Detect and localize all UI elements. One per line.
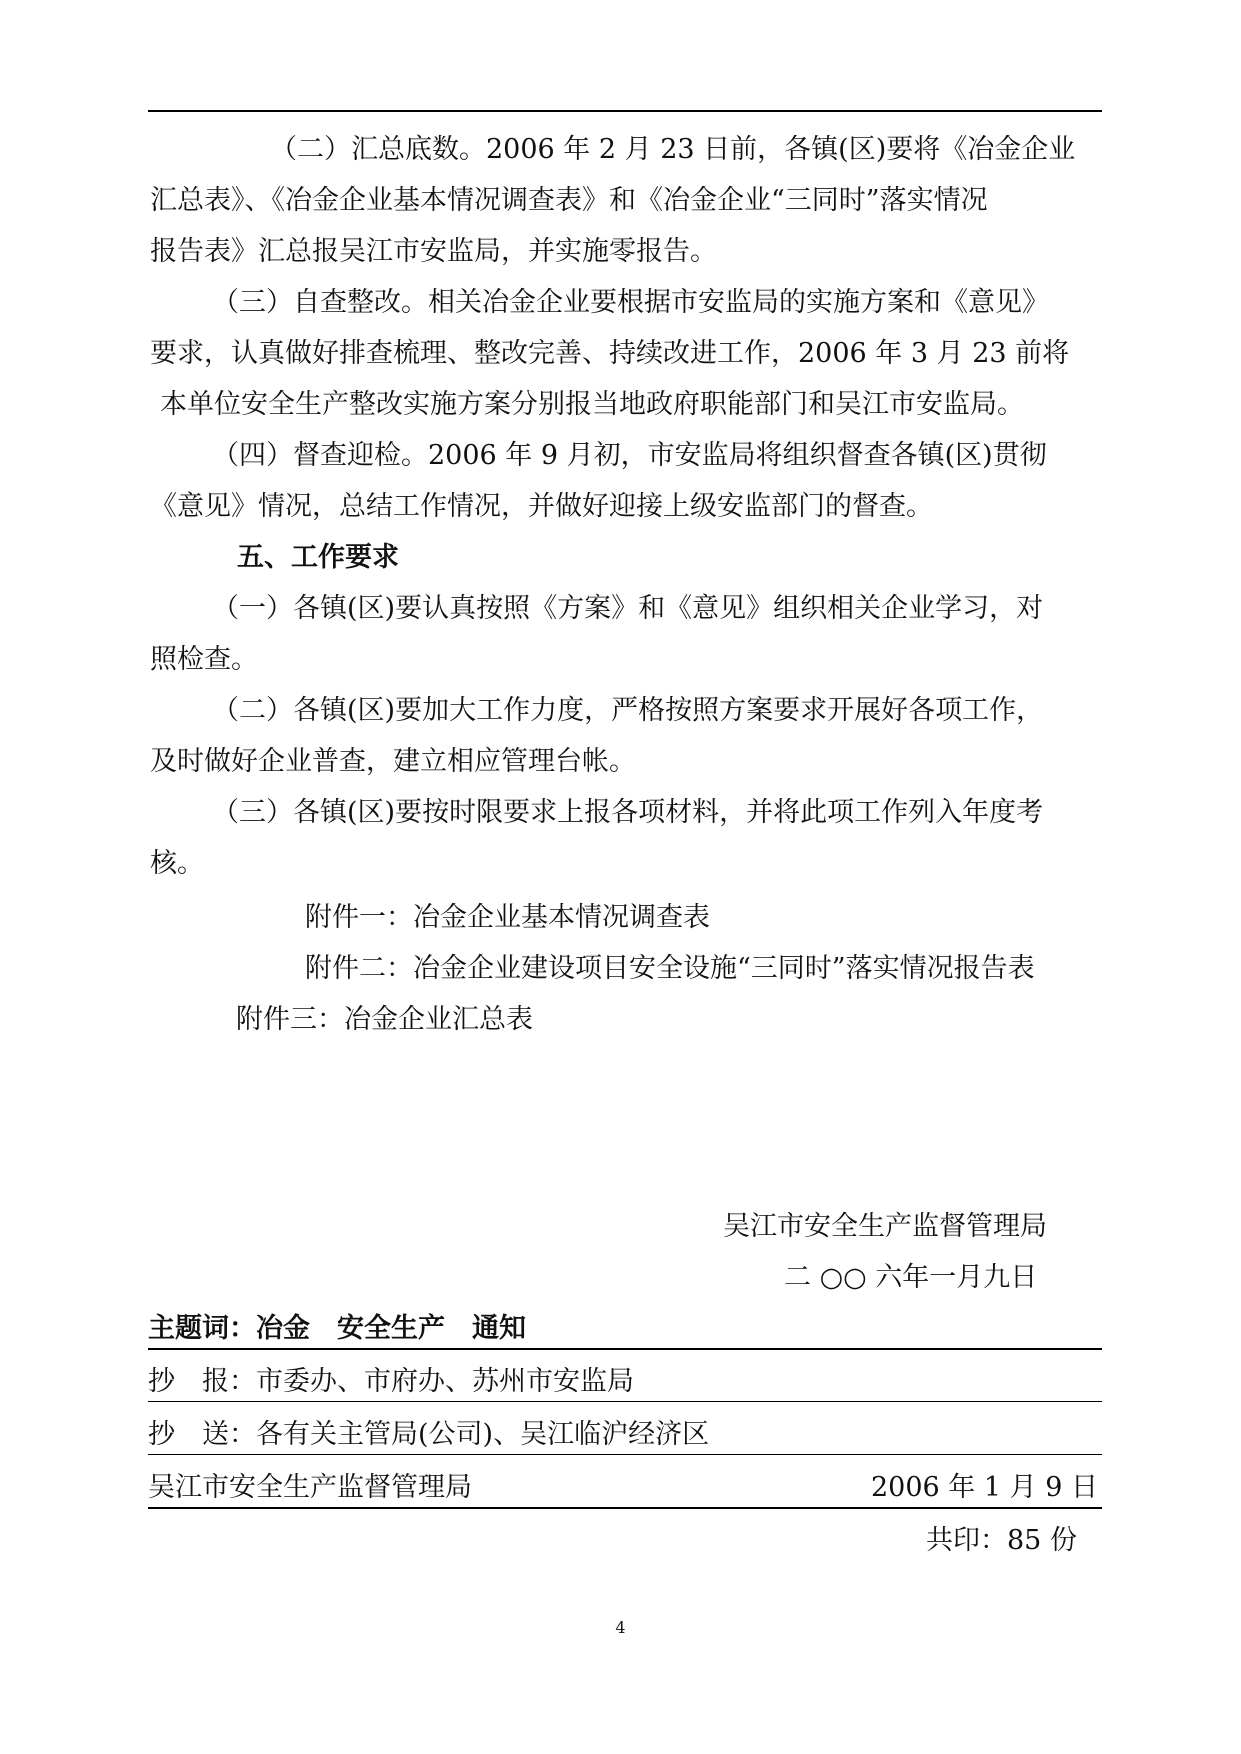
body-line: 报告表》汇总报吴江市安监局，并实施零报告。 bbox=[150, 236, 717, 267]
footer-rule bbox=[148, 1507, 1102, 1509]
body-line: （一）各镇(区)要认真按照《方案》和《意见》组织相关企业学习，对 bbox=[212, 593, 1044, 624]
footer-rule bbox=[148, 1454, 1102, 1455]
body-line: （三）自查整改。相关冶金企业要根据市安监局的实施方案和《意见》 bbox=[212, 287, 1049, 318]
body-line: 要求，认真做好排查梳理、整改完善、持续改进工作，2006 年 3 月 23 前将 bbox=[150, 338, 1070, 369]
attachment-item: 附件三：冶金企业汇总表 bbox=[236, 1004, 533, 1035]
attachment-item: 附件二：冶金企业建设项目安全设施“三同时”落实情况报告表 bbox=[305, 953, 1035, 984]
body-line: 照检查。 bbox=[150, 644, 258, 675]
header-rule bbox=[148, 110, 1102, 112]
signature-date: 二 ○○ 六年一月九日 bbox=[784, 1262, 1038, 1293]
section-heading: 五、工作要求 bbox=[237, 542, 399, 573]
body-line: 本单位安全生产整改实施方案分别报当地政府职能部门和吴江市安监局。 bbox=[160, 389, 1024, 420]
attachment-item: 附件一：冶金企业基本情况调查表 bbox=[305, 902, 710, 933]
footer-rule bbox=[148, 1401, 1102, 1402]
issuer-line: 吴江市安全生产监督管理局 bbox=[148, 1472, 472, 1503]
signature-issuer: 吴江市安全生产监督管理局 bbox=[723, 1211, 1047, 1242]
body-line: 汇总表》、《冶金企业基本情况调查表》和《冶金企业“三同时”落实情况 bbox=[150, 185, 988, 216]
body-line: 核。 bbox=[150, 848, 204, 879]
keywords-line: 主题词：冶金 安全生产 通知 bbox=[148, 1313, 526, 1344]
issue-date: 2006 年 1 月 9 日 bbox=[871, 1472, 1098, 1503]
body-line: （二）汇总底数。2006 年 2 月 23 日前，各镇(区)要将《冶金企业 bbox=[270, 134, 1076, 165]
footer-rule bbox=[148, 1348, 1102, 1350]
body-line: （三）各镇(区)要按时限要求上报各项材料，并将此项工作列入年度考 bbox=[212, 797, 1044, 828]
copies-count: 共印：85 份 bbox=[926, 1525, 1077, 1556]
report-to-line: 抄 报：市委办、市府办、苏州市安监局 bbox=[148, 1366, 634, 1397]
page-number: 4 bbox=[615, 1618, 626, 1637]
body-line: （四）督查迎检。2006 年 9 月初，市安监局将组织督查各镇(区)贯彻 bbox=[212, 440, 1047, 471]
body-line: 及时做好企业普查，建立相应管理台帐。 bbox=[150, 746, 636, 777]
body-line: 《意见》情况，总结工作情况，并做好迎接上级安监部门的督查。 bbox=[150, 491, 933, 522]
body-line: （二）各镇(区)要加大工作力度，严格按照方案要求开展好各项工作， bbox=[212, 695, 1044, 726]
send-to-line: 抄 送：各有关主管局(公司)、吴江临沪经济区 bbox=[148, 1419, 710, 1450]
